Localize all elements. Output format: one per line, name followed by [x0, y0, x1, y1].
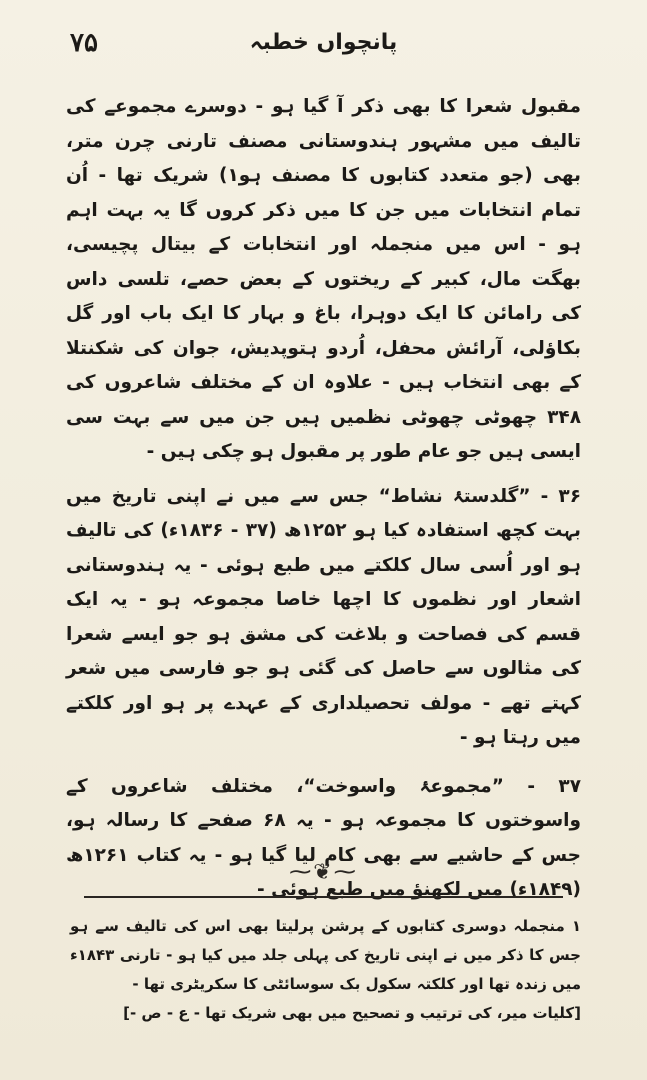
- page-number: ۷۵: [70, 28, 98, 58]
- paragraph: مقبول شعرا کا بھی ذکر آ گیا ہو - دوسرے مجموعے کی تالیف میں مشہور ہندوستانی مصنف تارنی چرن متر، بھی (جو متعدد کتابوں کا مصنف ہو۱) شریک تھا - اُن تمام انتخابات میں جن کا میں ذکر کروں گا یہ بہت اہم ہو - اس میں منجملہ اور انتخابات کے بیتال پچیسی، بھگت مال، کبیر کے ریختوں کے بعض حصے، تلسی داس کی رامائن کا ایک دوہرا، باغ و بہار کا ایک باب اور گل بکاؤلی، آرائش محفل، اُردو ہتوپدیش، جوان کی شکنتلا کے بھی انتخاب ہیں - علاوہ ان کے مختلف شاعروں کی ۳۴۸ چھوٹی چھوٹی نظمیں ہیں جن میں سے بہت سی ایسی ہیں جو عام طور پر مقبول ہو چکی ہیں -: [66, 96, 581, 462]
- footnote: [کلیات میر، کی ترتیب و تصحیح میں بھی شریک تھا - ع - ص -]: [123, 1004, 581, 1022]
- section-ornament: ⁓❦⁓: [289, 860, 358, 885]
- page-header: [40, 28, 607, 64]
- running-title: پانچواں خطبہ: [249, 30, 398, 55]
- paragraph: ۳۶ - ”گلدستۂ نشاط“ جس سے میں نے اپنی تاریخ میں بہت کچھ استفادہ کیا ہو ۱۲۵۲ھ (۳۷ - ۱۸۳۶ء) کی تالیف ہو اور اُسی سال کلکتے میں طبع ہوئی - یہ ہندوستانی اشعار اور نظموں کا اچھا خاصا مجموعہ ہو - یہ ایک قسم کی فصاحت و بلاغت کی مشق ہو جو ایسے شعرا کی مثالوں سے حاصل کی گئی ہو جو فارسی میں شعر کہتے تھے - مولف تحصیلداری کے عہدے پر ہو اور کلکتے میں رہتا ہو -: [66, 485, 581, 748]
- footnotes: [70, 912, 581, 1028]
- footnote-divider: [84, 896, 563, 898]
- paragraph: ۳۷ - ”مجموعۂ واسوخت“، مختلف شاعروں کے واسوختوں کا مجموعہ ہو - یہ ۶۸ صفحے کا رسالہ ہو، جس کے حاشیے سے بھی کام لیا گیا ہو - یہ کتاب ۱۲۶۱ھ (۱۸۴۹ء) میں لکھنؤ میں طبع ہوئی -: [66, 775, 581, 900]
- footnote: ۱ منجملہ دوسری کتابوں کے پرشن پرلیتا بھی اس کی تالیف سے ہو جس کا ذکر میں نے اپنی تاریخ کی پہلی جلد میں کیا ہو - تارنی ۱۸۴۳ء میں زندہ تھا اور کلکتہ سکول بک سوسائٹی کا سکریٹری تھا -: [70, 917, 581, 993]
- main-text: [66, 90, 581, 922]
